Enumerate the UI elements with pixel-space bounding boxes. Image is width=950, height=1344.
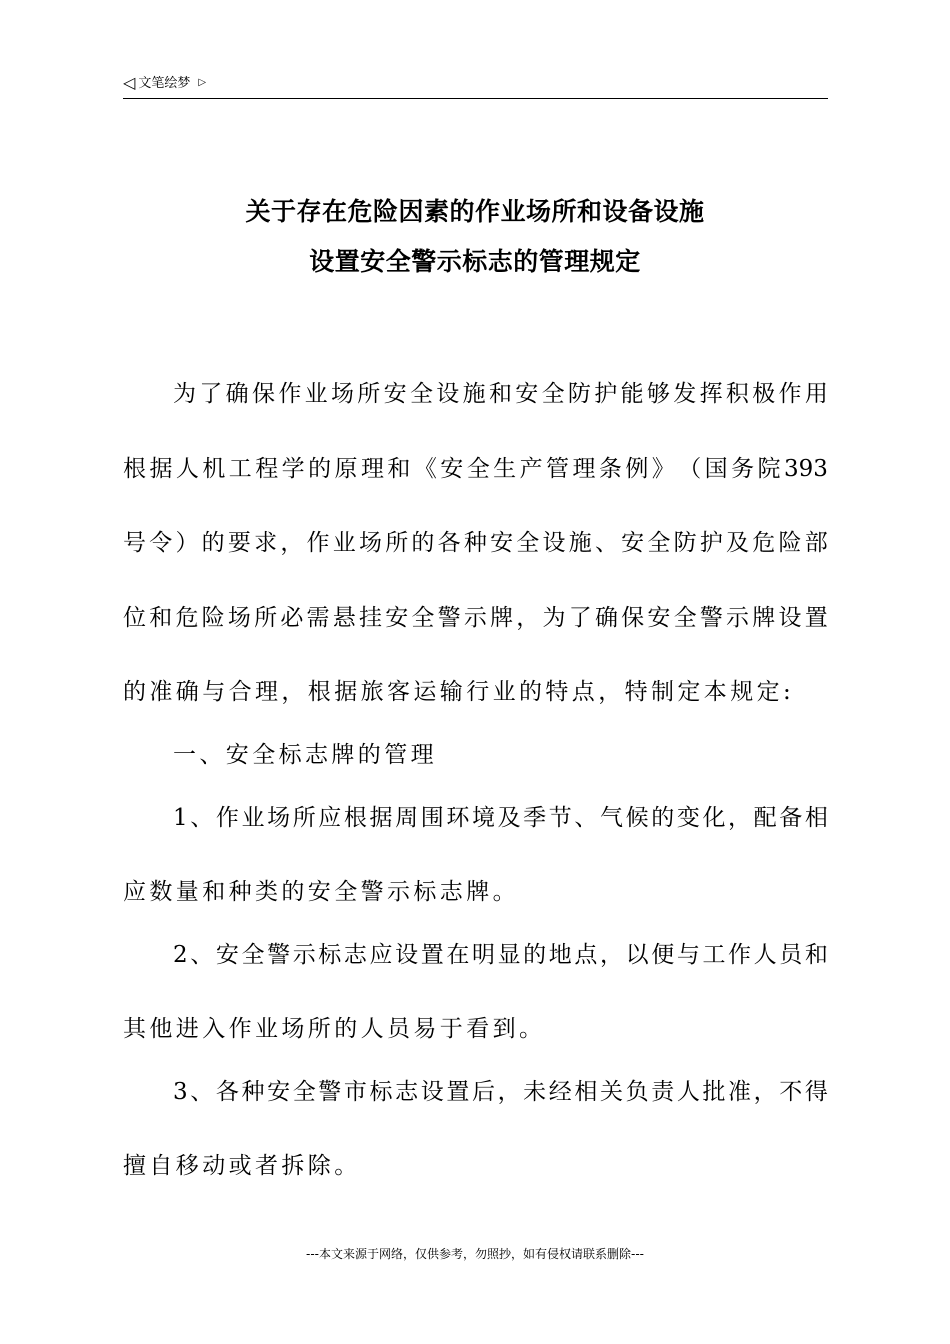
body-line: 根 据 人 机 工 程 学 的 原 理 和 《 安 全 生 产 管 理 条 例 》 （ 国 务 院 393 — [123, 456, 828, 482]
document-title-line-2: 设置安全警示标志的管理规定 — [309, 247, 641, 276]
body-line: 擅自移动或者拆除。 — [123, 1153, 361, 1179]
body-line: 3 、 各 种 安 全 警 市 标 志 设 置 后 ， 未 经 相 关 负 责 人 批 准 ， 不 得 — [173, 1079, 828, 1105]
section-heading: 一、安全标志牌的管理 — [173, 742, 437, 768]
body-line: 1 、 作 业 场 所 应 根 据 周 围 环 境 及 季 节 、 气 候 的 变 化 ， 配 备 相 — [173, 805, 828, 831]
footer-disclaimer: ---本文来源于网络，仅供参考，勿照抄，如有侵权请联系删除--- — [306, 1247, 644, 1261]
body-line: 其他进入作业场所的人员易于看到。 — [123, 1016, 546, 1042]
body-line: 的准确与合理，根据旅客运输行业的特点，特制定本规定: — [123, 679, 795, 705]
body-line: 2 、 安 全 警 示 标 志 应 设 置 在 明 显 的 地 点 ， 以 便 与 工 作 人 员 和 — [173, 942, 828, 968]
body-line: 为 了 确 保 作 业 场 所 安 全 设 施 和 安 全 防 护 能 够 发 挥 积 极 作 用 — [173, 381, 828, 407]
left-triangle-icon: ◁ — [123, 73, 136, 92]
document-title-line-1: 关于存在危险因素的作业场所和设备设施 — [245, 197, 705, 226]
body-line: 位 和 危 险 场 所 必 需 悬 挂 安 全 警 示 牌 ， 为 了 确 保 安 全 警 示 牌 设 置 — [123, 605, 828, 631]
body-line: 号 令 ） 的 要 求 ， 作 业 场 所 的 各 种 安 全 设 施 、 安 全 防 护 及 危 险 部 — [123, 530, 828, 556]
page-header — [123, 74, 828, 99]
header-brand — [123, 74, 206, 93]
body-line: 应数量和种类的安全警示标志牌。 — [123, 879, 519, 905]
right-triangle-icon: ▷ — [198, 77, 207, 88]
header-text: 文笔绘梦 — [138, 76, 191, 91]
